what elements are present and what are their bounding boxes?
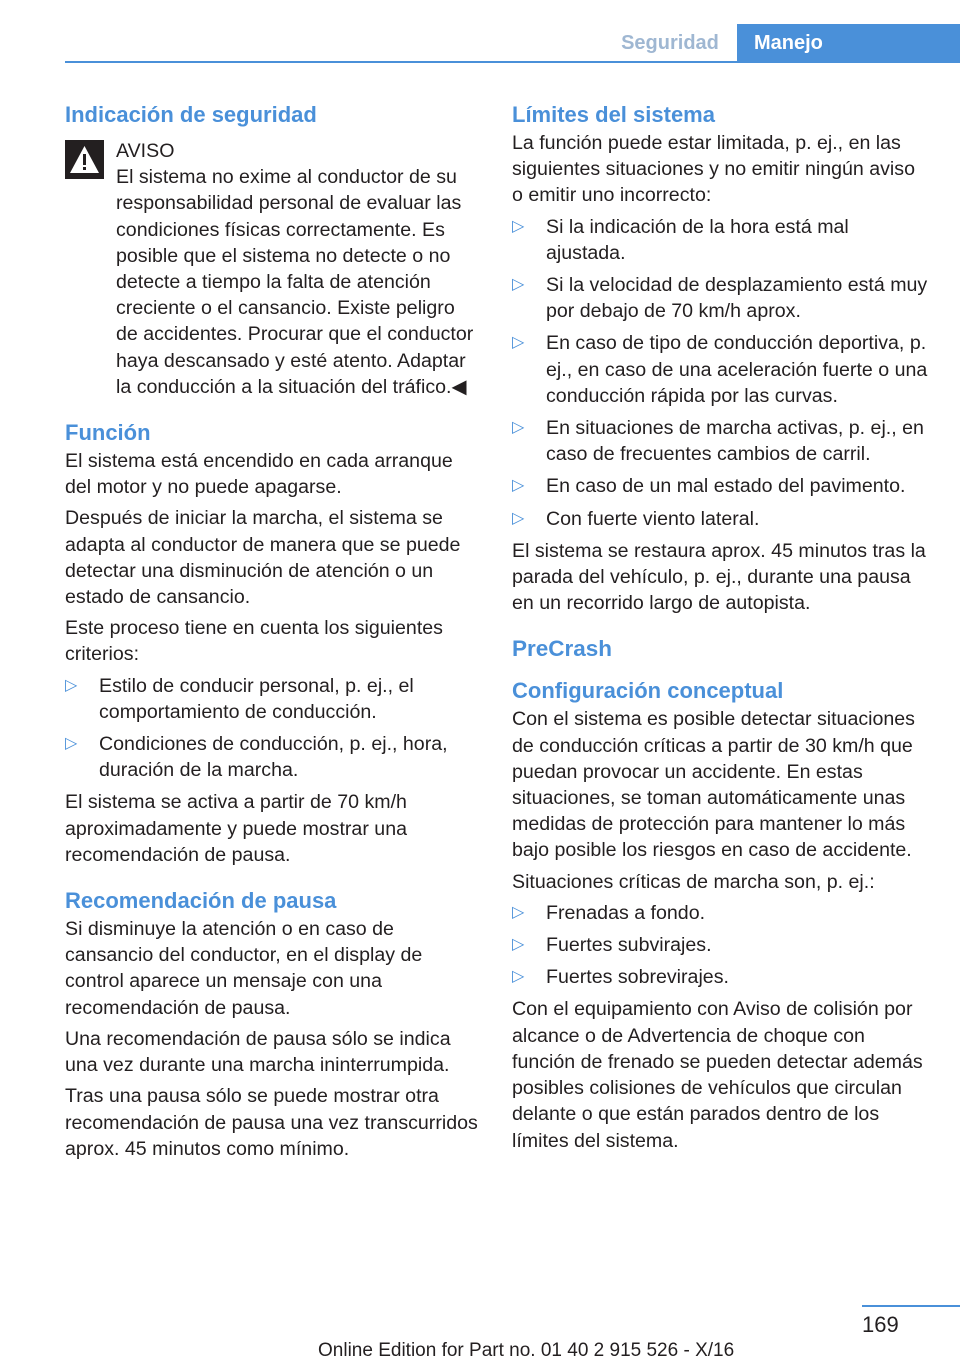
bullet-icon: ▷ — [512, 276, 525, 294]
paragraph: Este proceso tiene en cuenta los siguientes criterios: — [65, 617, 443, 666]
warning-text: El sistema no exime al conductor de su responsabilidad personal de evaluar las condiciones físicas correctamente. Es posible que el sistema no detecte o no detecte a tiempo la falta de atención creciente o el cansancio. Existe peligro de accidentes. Procurar que el conductor haya descansado y esté atento. Adaptar la conducción a la situación del tráfico.◀ — [116, 166, 474, 398]
paragraph: El sistema está encendido en cada arranque del motor y no puede apagarse. — [65, 450, 453, 499]
section-title: Límites del sistema — [512, 102, 715, 127]
paragraph: Tras una pausa sólo se puede mostrar otra recomendación de pausa una vez transcurridos aprox. 45 minutos como mínimo. — [65, 1085, 478, 1160]
bullet-icon: ▷ — [512, 509, 525, 527]
list-item: ▷ En situaciones de marcha activas, p. ej., en caso de frecuentes cambios de carril. — [512, 417, 924, 466]
page-number: 169 — [862, 1312, 899, 1337]
paragraph: Situaciones críticas de marcha son, p. ej.: — [512, 870, 875, 893]
header-rule — [65, 61, 960, 63]
list-item: ▷ En caso de un mal estado del pavimento. — [512, 473, 930, 499]
tab-manejo[interactable]: Manejo — [737, 24, 960, 62]
paragraph: El sistema se activa a partir de 70 km/h aproximadamente y puede mostrar una recomendación de pausa. — [65, 791, 407, 866]
bullet-icon: ▷ — [512, 334, 525, 352]
limits-list — [512, 214, 930, 532]
bullet-icon: ▷ — [512, 477, 525, 495]
list-item: ▷ Estilo de conducir personal, p. ej., el comportamiento de conducción. — [65, 674, 414, 723]
right-column — [512, 100, 930, 1159]
section-recomendacion-pausa — [65, 886, 481, 1162]
paragraph: Después de iniciar la marcha, el sistema se adapta al conductor de manera que se puede detectar una disminución de atención o un estado de cansancio. — [65, 507, 461, 609]
tab-seguridad[interactable]: Seguridad — [621, 32, 719, 54]
section-configuracion-conceptual — [512, 676, 930, 1153]
list-item: ▷ Si la velocidad de desplazamiento está muy por debajo de 70 km/h aprox. — [512, 274, 928, 323]
paragraph: Una recomendación de pausa sólo se indica una vez durante una marcha ininterrumpida. — [65, 1027, 451, 1077]
section-title: Configuración conceptual — [512, 678, 784, 704]
warning-triangle-icon — [65, 140, 104, 179]
section-title: PreCrash — [512, 636, 613, 662]
bullet-icon: ▷ — [512, 903, 525, 921]
list-item: ▷ Condiciones de conducción, p. ej., hora, duración de la marcha. — [65, 733, 448, 782]
paragraph: Con el equipamiento con Aviso de colisión por alcance o de Advertencia de choque con función de frenado se pueden detectar además posibles colisiones de vehículos que circulan delante o que están parados dentro de los límites del sistema. — [512, 998, 923, 1152]
paragraph: La función puede estar limitada, p. ej., en las siguientes situaciones y no emitir ningún aviso o emitir uno incorrecto: — [512, 132, 915, 207]
bullet-icon: ▷ — [65, 676, 78, 694]
warning-box — [65, 138, 481, 400]
warning-title: AVISO — [116, 140, 175, 162]
list-item: ▷ Fuertes sobrevirajes. — [512, 964, 930, 990]
bullet-icon: ▷ — [512, 936, 525, 954]
paragraph: Con el sistema es posible detectar situaciones de conducción críticas a partir de 30 km/h que puedan provocar un accidente. En estas situaciones, se toman automáticamente unas medidas de protección para mantener lo más bajo posible los riesgos en caso de accidente. — [512, 708, 915, 862]
footer-rule — [862, 1305, 960, 1307]
paragraph: Si disminuye la atención o en caso de cansancio del conductor, en el display de control aparece un mensaje con una recomendación de pausa. — [65, 918, 423, 1019]
list-item: ▷ Con fuerte viento lateral. — [512, 506, 930, 532]
section-title: Función — [65, 420, 151, 446]
bullet-icon: ▷ — [512, 217, 525, 235]
bullet-icon: ▷ — [65, 735, 78, 753]
section-precrash — [512, 634, 930, 664]
criteria-list — [65, 673, 481, 784]
bullet-icon: ▷ — [512, 419, 525, 437]
list-item: ▷ Si la indicación de la hora está mal ajustada. — [512, 215, 849, 264]
section-limites-sistema — [512, 100, 930, 616]
list-item: ▷ Frenadas a fondo. — [512, 900, 930, 926]
left-column — [65, 100, 481, 1167]
edition-footer: Online Edition for Part no. 01 40 2 915 526 - X/16 — [318, 1340, 735, 1361]
section-funcion — [65, 418, 481, 868]
critical-situations-list — [512, 900, 930, 991]
paragraph: El sistema se restaura aprox. 45 minutos tras la parada del vehículo, p. ej., durante una pausa en un recorrido largo de autopista. — [512, 539, 926, 615]
list-item: ▷ Fuertes subvirajes. — [512, 932, 930, 958]
section-title: Indicación de seguridad — [65, 102, 317, 127]
list-item: ▷ En caso de tipo de conducción deportiva, p. ej., en caso de una aceleración fuerte o una conducción rápida por las curvas. — [512, 332, 928, 407]
section-indicacion-seguridad — [65, 100, 481, 400]
section-title: Recomendación de pausa — [65, 888, 337, 914]
bullet-icon: ▷ — [512, 968, 525, 986]
